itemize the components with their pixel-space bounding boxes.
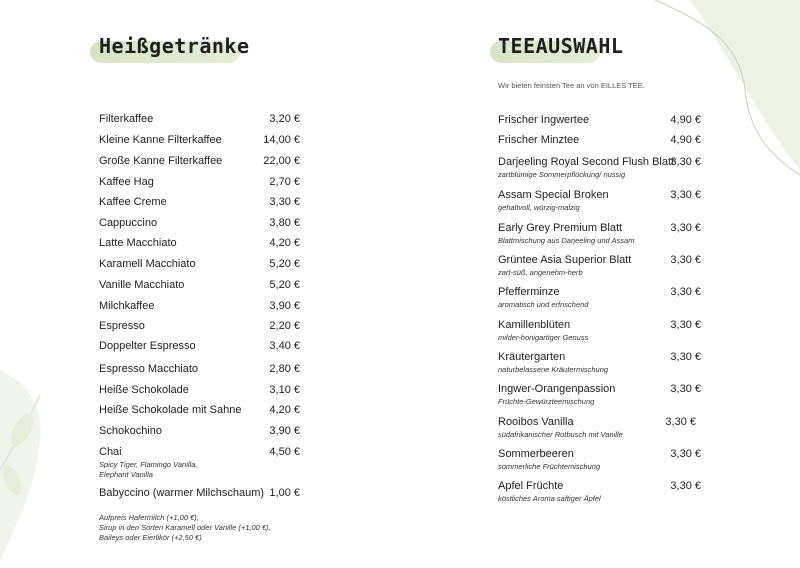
item-price: 3,30 €	[670, 448, 701, 460]
item-price: 3,90 €	[269, 425, 300, 437]
item-description: gehaltvoll, würzig-malzig	[498, 203, 580, 212]
item-description: zart-süß, angenehm-herb	[498, 268, 583, 277]
item-description: milder-honigartiger Genuss	[498, 333, 589, 342]
item-price: 4,90 €	[670, 134, 701, 146]
item-name: Frischer Minztee	[498, 134, 580, 146]
item-price: 3,30 €	[670, 156, 701, 168]
item-name: Cappuccino	[99, 217, 158, 229]
item-name: Chai	[99, 446, 122, 458]
item-description: südafrikanischer Rotbusch mit Vanille	[498, 430, 623, 439]
item-price: 3,30 €	[670, 383, 701, 395]
item-description-line: Spicy Tiger, Flamingo Vanilla,	[99, 460, 198, 469]
item-name: Ingwer-Orangenpassion	[498, 383, 616, 395]
item-name: Kaffee Creme	[99, 196, 167, 208]
item-description: Früchte-Gewürzteemischung	[498, 397, 595, 406]
extras-note-line: Aufpreis Hafermilch (+1,00 €),	[99, 513, 199, 522]
extras-note-line: Sirup in den Sorten Karamell oder Vanille (+1,00 €),	[99, 523, 271, 532]
item-name: Doppelter Espresso	[99, 340, 196, 352]
item-name: Espresso Macchiato	[99, 363, 199, 375]
item-price: 3,30 €	[670, 189, 701, 201]
item-description: aromatisch und erfrischend	[498, 300, 589, 309]
item-price: 14,00 €	[263, 134, 300, 146]
item-price: 5,20 €	[269, 258, 300, 270]
item-name: Heiße Schokolade	[99, 384, 189, 396]
item-price: 3,90 €	[269, 300, 300, 312]
item-name: Filterkaffee	[99, 113, 154, 125]
extras-note-line: Baileys oder Eierlikör (+2,50 €)	[99, 533, 202, 542]
item-name: Schokochino	[99, 425, 162, 437]
item-description-line: Elephant Vanilla	[99, 469, 153, 479]
item-price: 3,40 €	[269, 340, 300, 352]
hot-drinks-title: Heißgetränke	[99, 34, 250, 58]
item-price: 22,00 €	[263, 155, 300, 167]
item-name: Grüntee Asia Superior Blatt	[498, 254, 632, 266]
item-name: Rooibos Vanilla	[498, 416, 574, 428]
item-description: zartblumige Sommerpflückung/ nussig	[498, 170, 626, 179]
item-name: Karamell Macchiato	[99, 258, 196, 270]
item-description: köstliches Aroma saftiger Äpfel	[498, 494, 601, 503]
item-price: 4,20 €	[269, 237, 300, 249]
tea-intro: Wir bieten feinsten Tee an von EILLES TEE.	[498, 81, 645, 90]
item-price: 3,30 €	[269, 196, 300, 208]
item-name: Kaffee Hag	[99, 176, 154, 188]
item-name: Kleine Kanne Filterkaffee	[99, 134, 222, 146]
item-price: 4,90 €	[670, 114, 701, 126]
item-description: sommerliche Früchtemischung	[498, 462, 601, 471]
top-right-leaf-shape	[690, 0, 800, 170]
item-description: naturbelassene Kräutermischung	[498, 365, 609, 374]
item-name: Assam Special Broken	[498, 189, 609, 201]
item-price: 4,20 €	[269, 404, 300, 416]
item-name: Espresso	[99, 320, 145, 332]
item-price: 2,80 €	[269, 363, 300, 375]
item-price: 3,30 €	[670, 319, 701, 331]
item-name: Babyccino (warmer Milchschaum)	[99, 487, 265, 499]
item-price: 5,20 €	[269, 279, 300, 291]
item-name: Heiße Schokolade mit Sahne	[99, 404, 242, 416]
item-name: Darjeeling Royal Second Flush Blatt	[498, 156, 675, 168]
item-description	[99, 460, 197, 479]
item-price: 3,30 €	[670, 351, 701, 363]
item-name: Latte Macchiato	[99, 237, 177, 249]
item-name: Sommerbeeren	[498, 448, 574, 460]
item-price: 3,20 €	[269, 113, 300, 125]
item-name: Early Grey Premium Blatt	[498, 222, 623, 234]
item-price: 3,30 €	[670, 254, 701, 266]
item-name: Apfel Früchte	[498, 480, 564, 492]
item-price: 1,00 €	[269, 487, 300, 499]
item-price: 3,30 €	[670, 222, 701, 234]
item-price: 3,80 €	[269, 217, 300, 229]
item-name: Große Kanne Filterkaffee	[99, 155, 223, 167]
item-price: 2,70 €	[269, 176, 300, 188]
item-name: Kamillenblüten	[498, 319, 571, 331]
item-description: Blattmischung aus Darjeeling und Assam	[498, 236, 635, 245]
item-price: 3,30 €	[670, 286, 701, 298]
extras-note	[99, 513, 271, 543]
item-price: 4,50 €	[269, 446, 300, 458]
item-name: Milchkaffee	[99, 300, 155, 312]
item-price: 3,30 €	[665, 416, 696, 428]
bottom-left-foliage	[0, 370, 41, 560]
item-name: Pfefferminze	[498, 286, 560, 298]
tea-title: TEEAUSWAHL	[498, 34, 624, 58]
item-price: 3,30 €	[670, 480, 701, 492]
item-price: 3,10 €	[269, 384, 300, 396]
item-price: 2,20 €	[269, 320, 300, 332]
item-name: Kräutergarten	[498, 351, 566, 363]
item-name: Vanille Macchiato	[99, 279, 185, 291]
item-name: Frischer Ingwertee	[498, 114, 590, 126]
